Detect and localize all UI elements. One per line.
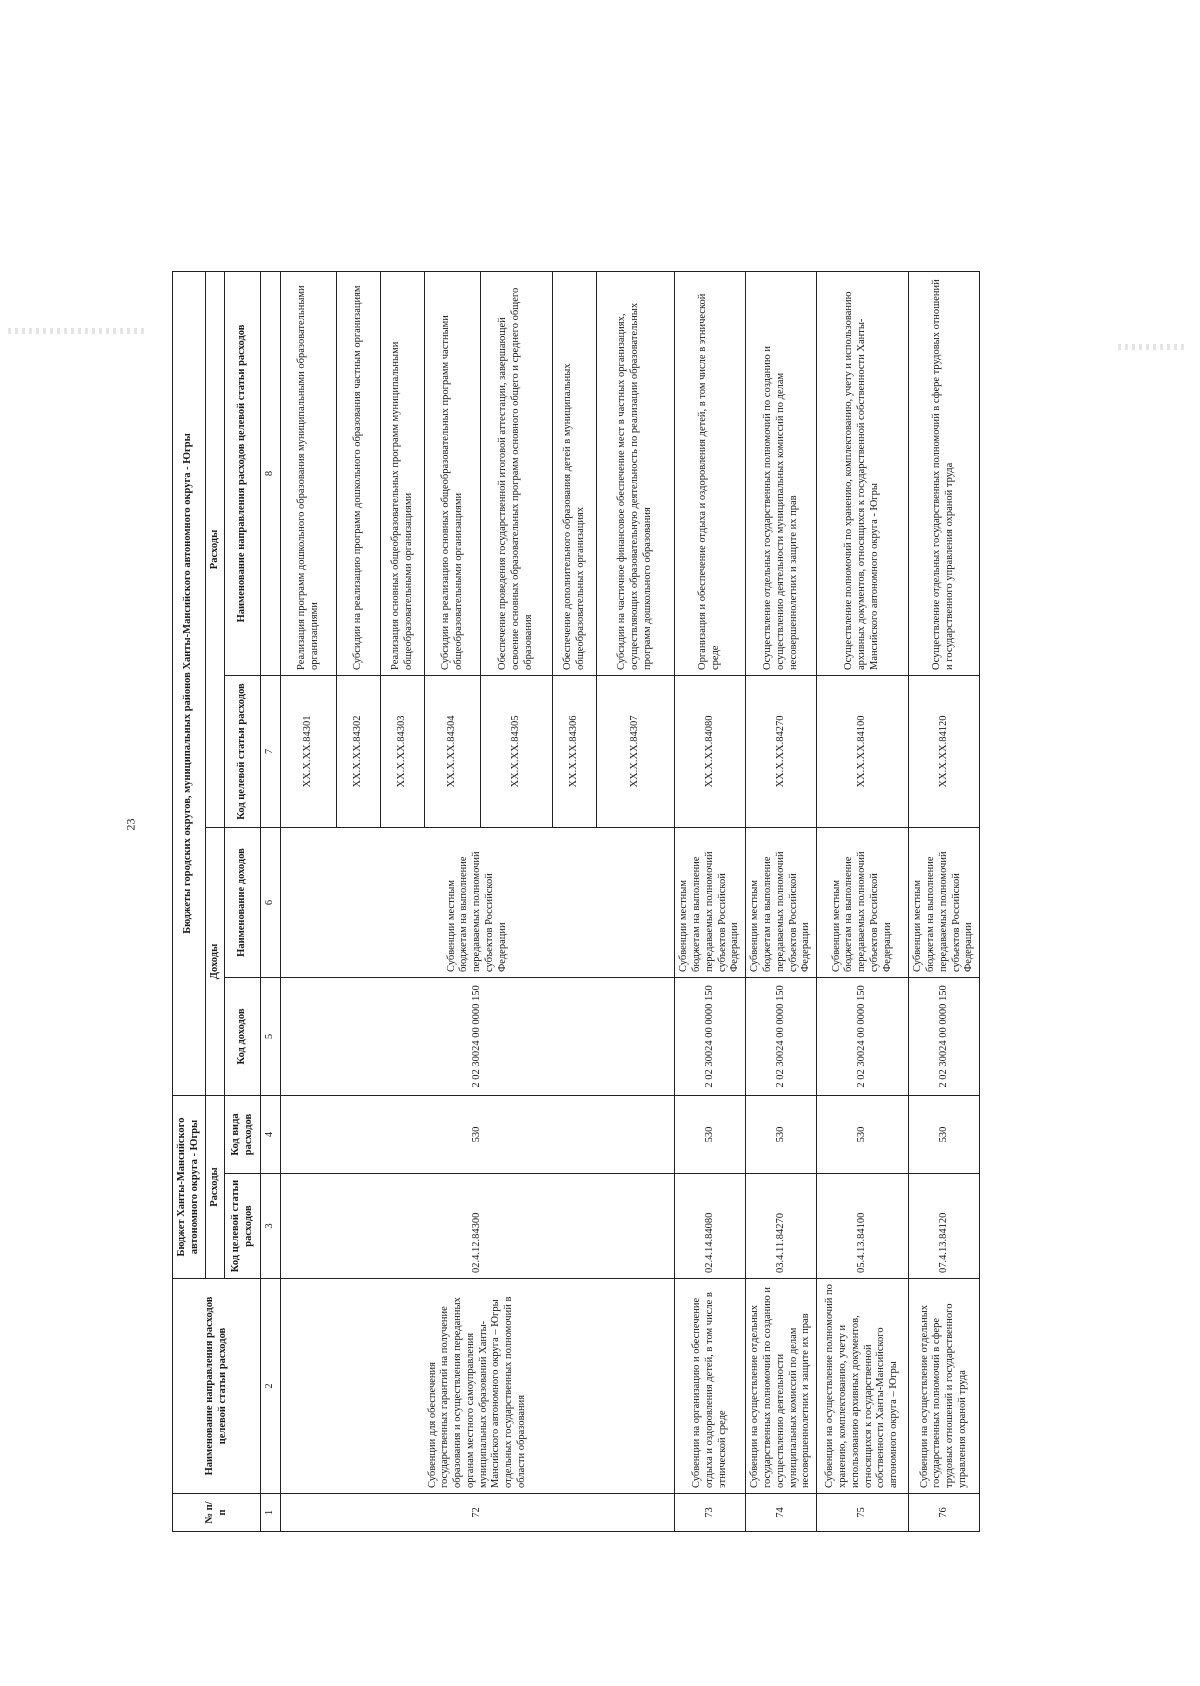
- row-number: 72: [281, 1494, 675, 1532]
- row-income-code: 2 02 30024 00 0000 150: [675, 977, 746, 1095]
- sub-code: XX.X.XX.84302: [337, 675, 381, 827]
- header-num: № п/п: [173, 1494, 261, 1532]
- row-income-code: 2 02 30024 00 0000 150: [281, 977, 675, 1095]
- row-number: 74: [746, 1494, 817, 1532]
- row-mun-name: Осуществление отдельных государственных полномочий в сфере трудовых отношений и государственного управления охраной труда: [909, 271, 980, 675]
- row-kind-code: 530: [817, 1095, 909, 1173]
- sub-name: Субсидии на реализацию программ дошкольного образования частным организациям: [337, 271, 381, 675]
- column-number: 8: [261, 271, 281, 675]
- sub-code: XX.X.XX.84304: [425, 675, 481, 827]
- table-row: [746, 271, 817, 1531]
- scan-noise: [8, 328, 148, 334]
- table-row: [817, 271, 909, 1531]
- header-okrug-budget: Бюджет Ханты-Мансийского автономного округа - Югры: [173, 1095, 206, 1278]
- header-municipal-budget: Бюджеты городских округов, муниципальных районов Ханты-Мансийского автономного округа - Югры: [173, 271, 206, 1095]
- row-income-name: Субвенции местным бюджетам на выполнение передаваемых полномочий субъектов Российской Федерации: [909, 827, 980, 977]
- column-number: 1: [261, 1494, 281, 1532]
- sub-name: Субсидии на частичное финансовое обеспечение мест в частных организациях, осуществляющих образовательную деятельность по реализации образовательных программ дошкольного образования: [597, 271, 675, 675]
- header-target-code: Код целевой статьи расходов: [225, 1174, 261, 1279]
- row-mun-code: XX.X.XX.84120: [909, 675, 980, 827]
- sub-name: Реализация основных общеобразовательных программ муниципальными общеобразовательными организациями: [381, 271, 425, 675]
- budget-table: [172, 271, 980, 1532]
- row-kind-code: 530: [746, 1095, 817, 1173]
- row-mun-code: XX.X.XX.84100: [817, 675, 909, 827]
- sub-code: XX.X.XX.84307: [597, 675, 675, 827]
- row-income-name: Субвенции местным бюджетам на выполнение передаваемых полномочий субъектов Российской Федерации: [817, 827, 909, 977]
- header-name: Наименование направления расходов целевой статьи расходов: [173, 1279, 261, 1494]
- row-income-code: 2 02 30024 00 0000 150: [746, 977, 817, 1095]
- row-name: Субвенции на организацию и обеспечение отдыха и оздоровления детей, в том числе в этнической среде: [675, 1279, 746, 1494]
- row-income-code: 2 02 30024 00 0000 150: [817, 977, 909, 1095]
- row-target-code: 03.4.11.84270: [746, 1174, 817, 1279]
- sub-code: XX.X.XX.84306: [553, 675, 597, 827]
- header-incomes: Доходы: [205, 827, 225, 1095]
- row-name: Субвенции на осуществление полномочий по хранению, комплектованию, учету и использованию архивных документов, относящихся к государственной собственности Ханты-Мансийского автономного округа – Югры: [817, 1279, 909, 1494]
- row-mun-code: XX.X.XX.84080: [675, 675, 746, 827]
- header-income-code: Код доходов: [225, 977, 261, 1095]
- page-number: 23: [123, 818, 138, 831]
- row-kind-code: 530: [909, 1095, 980, 1173]
- row-target-code: 07.4.13.84120: [909, 1174, 980, 1279]
- header-kind-code: Код вида расходов: [225, 1095, 261, 1173]
- column-number: 7: [261, 675, 281, 827]
- row-name: Субвенции для обеспечения государственных гарантий на получение образования и осуществления переданных органам местного самоуправления муниципальных образований Ханты-Мансийского автономного округа – Югры отдельных государственных полномочий в области образования: [281, 1279, 675, 1494]
- row-mun-name: Осуществление полномочий по хранению, комплектованию, учету и использованию архивных документов, относящихся к государственной собственности Ханты-Мансийского автономного округа - Югры: [817, 271, 909, 675]
- column-number: 5: [261, 977, 281, 1095]
- row-number: 73: [675, 1494, 746, 1532]
- header-expenses-mun: Расходы: [205, 271, 225, 827]
- column-number: 6: [261, 827, 281, 977]
- column-number: 2: [261, 1279, 281, 1494]
- row-income-name: Субвенции местным бюджетам на выполнение передаваемых полномочий субъектов Российской Федерации: [281, 827, 675, 977]
- row-kind-code: 530: [675, 1095, 746, 1173]
- row-target-code: 02.4.14.84080: [675, 1174, 746, 1279]
- row-target-code: 05.4.13.84100: [817, 1174, 909, 1279]
- row-mun-name: Осуществление отдельных государственных полномочий по созданию и осуществлению деятельности муниципальных комиссий по делам несовершеннолетних и защите их прав: [746, 271, 817, 675]
- row-target-code: 02.4.12.84300: [281, 1174, 675, 1279]
- row-mun-code: XX.X.XX.84270: [746, 675, 817, 827]
- row-kind-code: 530: [281, 1095, 675, 1173]
- sub-code: XX.X.XX.84303: [381, 675, 425, 827]
- row-name: Субвенции на осуществление отдельных государственных полномочий в сфере трудовых отношений и государственного управления охраной труда: [909, 1279, 980, 1494]
- rotated-page: [172, 272, 1200, 1532]
- sub-code: XX.X.XX.84301: [281, 675, 337, 827]
- row-income-code: 2 02 30024 00 0000 150: [909, 977, 980, 1095]
- header-income-name: Наименование доходов: [225, 827, 261, 977]
- row-mun-name: Организация и обеспечение отдыха и оздоровления детей, в том числе в этнической среде: [675, 271, 746, 675]
- header-direction-name-mun: Наименование направления расходов целевой статьи расходов: [225, 271, 261, 675]
- table-row: [281, 271, 337, 1531]
- header-expenses: Расходы: [205, 1095, 225, 1278]
- row-income-name: Субвенции местным бюджетам на выполнение передаваемых полномочий субъектов Российской Федерации: [746, 827, 817, 977]
- row-number: 75: [817, 1494, 909, 1532]
- table-row: [675, 271, 746, 1531]
- sub-code: XX.X.XX.84305: [481, 675, 553, 827]
- table-row: [909, 271, 980, 1531]
- column-number: 4: [261, 1095, 281, 1173]
- row-number: 76: [909, 1494, 980, 1532]
- row-name: Субвенции на осуществление отдельных государственных полномочий по созданию и осуществлению деятельности муниципальных комиссий по делам несовершеннолетних и защите их прав: [746, 1279, 817, 1494]
- sub-name: Субсидии на реализацию основных общеобразовательных программ частными общеобразовательными организациями: [425, 271, 481, 675]
- sub-name: Обеспечение проведения государственной итоговой аттестации, завершающей освоение основных образовательных программ основного общего и среднего общего образования: [481, 271, 553, 675]
- header-target-code-mun: Код целевой статьи расходов: [225, 675, 261, 827]
- sub-name: Реализация программ дошкольного образования муниципальными образовательными организациями: [281, 271, 337, 675]
- row-income-name: Субвенции местным бюджетам на выполнение передаваемых полномочий субъектов Российской Федерации: [675, 827, 746, 977]
- sub-name: Обеспечение дополнительного образования детей в муниципальных общеобразовательных организациях: [553, 271, 597, 675]
- column-number: 3: [261, 1174, 281, 1279]
